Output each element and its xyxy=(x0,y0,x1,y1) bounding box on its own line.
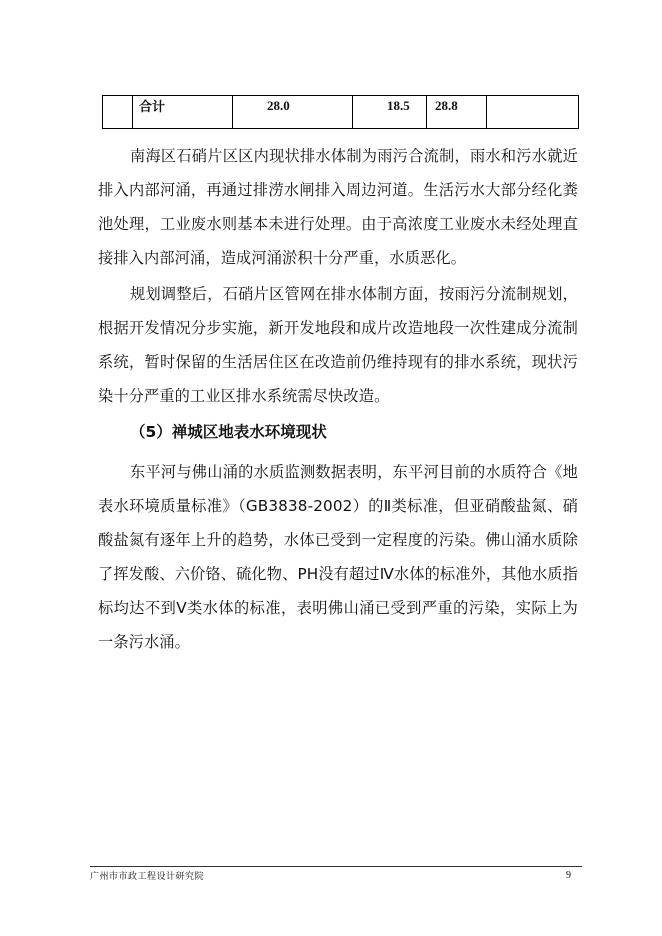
table-cell-value: 18.5 xyxy=(353,96,427,129)
data-table xyxy=(102,95,579,129)
section-heading-chancheng: （5）禅城区地表水环境现状 xyxy=(130,423,327,441)
footer-divider xyxy=(90,866,582,867)
table-row-total xyxy=(103,96,579,129)
summary-table-fragment xyxy=(102,95,578,129)
page-number: 9 xyxy=(566,870,571,881)
footer-organization: 广州市市政工程设计研究院 xyxy=(90,872,205,882)
paragraph-planning-adjustment: 规划调整后，石硝片区管网在排水体制方面，按雨污分流制规划，根据开发情况分步实施，新开发地段和成片改造地段一次性建成分流制系统，暂时保留的生活居住区在改造前仍维持现有的排水系统，现状污染十分严重的工业区排水系统需尽快改造。 xyxy=(98,285,578,405)
paragraph-nanhai-drainage: 南海区石硝片区区内现状排水体制为雨污合流制，雨水和污水就近排入内部河涌，再通过排涝水闸排入周边河道。生活污水大部分经化粪池处理，工业废水则基本未进行处理。由于高浓度工业废水未经处理直接排入内部河涌，造成河涌淤积十分严重，水质恶化。 xyxy=(98,147,578,267)
table-cell-value: 28.8 xyxy=(427,96,487,129)
table-cell-total-label: 合计 xyxy=(133,96,233,129)
table-cell-blank xyxy=(103,96,133,129)
paragraph-water-quality: 东平河与佛山涌的水质监测数据表明，东平河目前的水质符合《地表水环境质量标准》（GB3838-2002）的Ⅱ类标准，但亚硝酸盐氮、硝酸盐氮有逐年上升的趋势，水体已受到一定程度的污染。佛山涌水质除了挥发酸、六价铬、硫化物、PH没有超过Ⅳ水体的标准外，其他水质指标均达不到Ⅴ类水体的标准，表明佛山涌已受到严重的污染，实际上为一条污水涌。 xyxy=(98,463,578,651)
table-cell-empty xyxy=(487,96,579,129)
table-cell-value: 28.0 xyxy=(233,96,353,129)
